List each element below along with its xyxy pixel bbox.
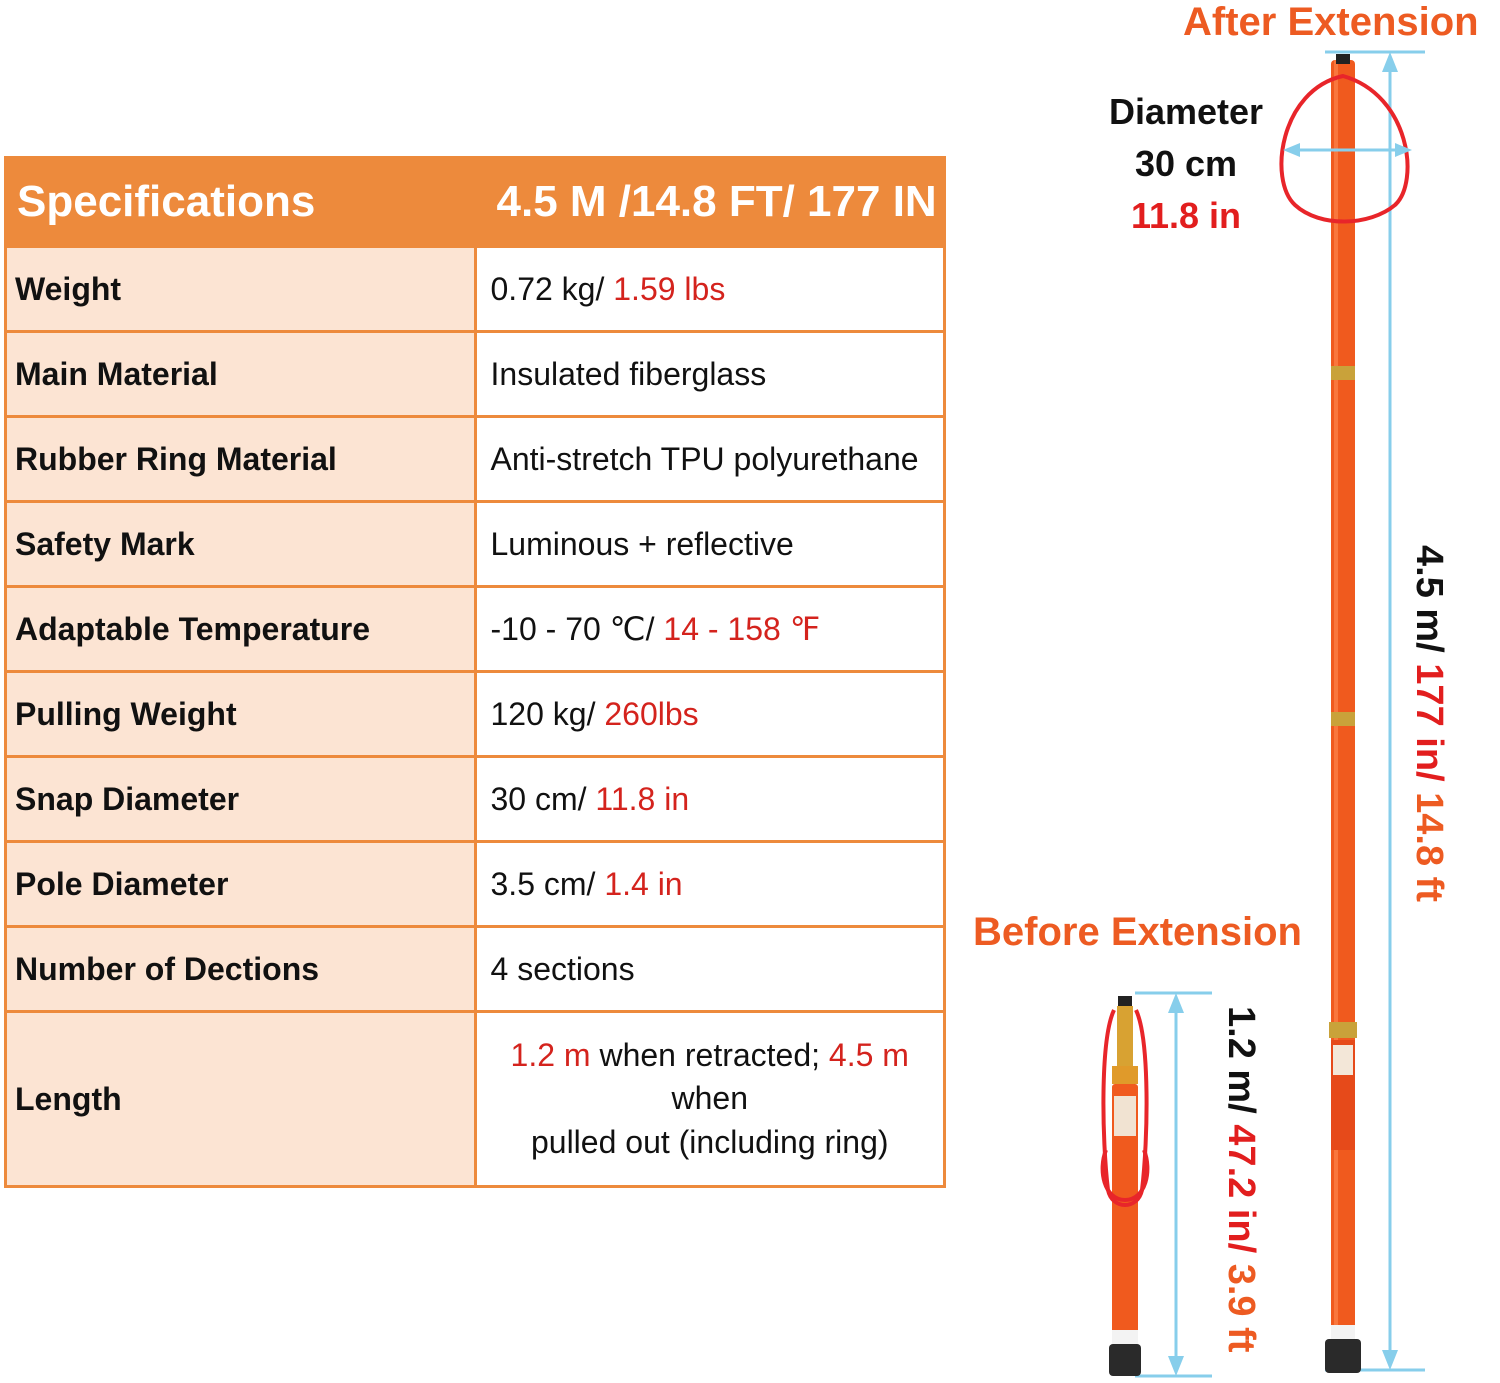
extended-length-inches: 177 in/ [1408,663,1450,793]
value-imperial: 14 - 158 ℉ [663,611,821,647]
row-value-rubber-ring: Anti-stretch TPU polyurethane [475,417,945,502]
before-extension-title: Before Extension [973,910,1302,954]
after-extension-title: After Extension [1183,0,1479,44]
length-retracted: 1.2 m [510,1037,591,1074]
row-label-length: Length [6,1012,476,1187]
diameter-metric: 30 cm [1134,143,1238,184]
retracted-length-inches: 47.2 in/ [1220,1124,1262,1264]
row-label-main-material: Main Material [6,332,476,417]
retracted-length-feet: 3.9 ft [1220,1263,1262,1353]
row-label-snap-diameter: Snap Diameter [6,757,476,842]
extended-length-feet: 14.8 ft [1408,792,1450,902]
diameter-caption: Diameter [1108,91,1264,132]
row-value-safety-mark: Luminous + reflective [475,502,945,587]
value-imperial: 260lbs [604,695,699,732]
value-imperial: 1.59 lbs [613,270,726,307]
row-label-pulling-weight: Pulling Weight [6,672,476,757]
length-extended: 4.5 m [828,1037,909,1074]
extended-pole [1325,54,1361,1373]
extended-length-metric: 4.5 m/ [1408,545,1450,664]
diameter-label [1098,86,1274,242]
row-label-weight: Weight [6,247,476,332]
row-label-pole-diameter: Pole Diameter [6,842,476,927]
retracted-pole [1103,996,1148,1376]
extended-length-label [1407,545,1450,902]
row-label-sections: Number of Dections [6,927,476,1012]
value-metric: -10 - 70 ℃/ [490,611,664,647]
value-imperial: 1.4 in [604,865,683,902]
row-label-safety-mark: Safety Mark [6,502,476,587]
row-value-main-material: Insulated fiberglass [475,332,945,417]
retracted-length-metric: 1.2 m/ [1220,1006,1262,1125]
value-metric: 120 kg/ [490,695,605,732]
value-metric: 0.72 kg/ [490,270,614,307]
header-size: 4.5 M /14.8 FT/ 177 IN [475,158,945,247]
length-retracted-text: when retracted; [590,1037,829,1074]
header-specifications: Specifications [6,158,476,247]
diameter-imperial: 11.8 in [1130,195,1242,236]
retracted-length-label [1219,1006,1262,1352]
value-imperial: 11.8 in [595,780,690,817]
value-metric: 30 cm/ [490,780,596,817]
value-metric: 3.5 cm/ [490,865,605,902]
row-label-temperature: Adaptable Temperature [6,587,476,672]
row-label-rubber-ring: Rubber Ring Material [6,417,476,502]
length-extended-text: when [671,1080,748,1117]
row-value-sections: 4 sections [475,927,945,1012]
length-line2: pulled out (including ring) [530,1123,889,1160]
